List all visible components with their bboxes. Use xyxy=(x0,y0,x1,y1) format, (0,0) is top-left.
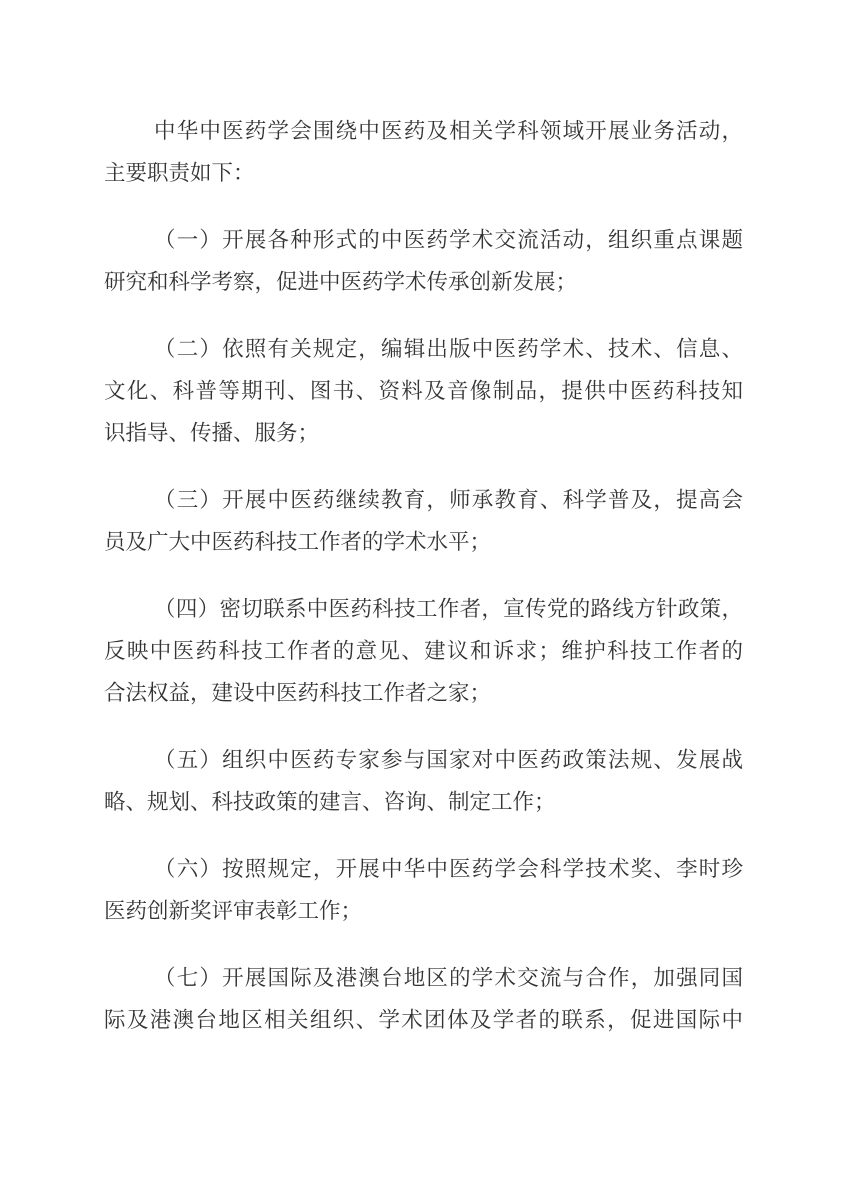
text-line: 主要职责如下： xyxy=(104,161,255,185)
paragraph xyxy=(104,110,743,194)
text-line: 研究和科学考察，促进中医药学术传承创新发展； xyxy=(104,270,578,294)
text-line: 识指导、传播、服务； xyxy=(104,421,320,445)
paragraph xyxy=(104,219,743,303)
paragraph xyxy=(104,479,743,563)
text-line: 医药创新奖评审表彰工作； xyxy=(104,899,363,923)
text-line: （六）按照规定，开展中华中医药学会科学技术奖、李时珍 xyxy=(154,857,743,881)
text-line: 略、规划、科技政策的建言、咨询、制定工作； xyxy=(104,790,556,814)
text-line: 际及港澳台地区相关组织、学术团体及学者的联系，促进国际中 xyxy=(104,1008,743,1032)
text-line: （五）组织中医药专家参与国家对中医药政策法规、发展战 xyxy=(154,748,743,772)
text-line: 反映中医药科技工作者的意见、建议和诉求；维护科技工作者的 xyxy=(104,639,743,663)
text-line: 文化、科普等期刊、图书、资料及音像制品，提供中医药科技知 xyxy=(104,379,743,403)
text-line: （七）开展国际及港澳台地区的学术交流与合作，加强同国 xyxy=(154,966,743,990)
text-line: 合法权益，建设中医药科技工作者之家； xyxy=(104,681,492,705)
document-body-text xyxy=(104,110,743,1041)
paragraph xyxy=(104,328,743,454)
paragraph xyxy=(104,957,743,1041)
paragraph xyxy=(104,848,743,932)
text-line: 中华中医药学会围绕中医药及相关学科领域开展业务活动， xyxy=(154,119,743,143)
paragraph xyxy=(104,588,743,714)
text-line: （一）开展各种形式的中医药学术交流活动，组织重点课题 xyxy=(154,228,743,252)
paragraph xyxy=(104,739,743,823)
text-line: （四）密切联系中医药科技工作者，宣传党的路线方针政策， xyxy=(154,597,743,621)
text-line: （三）开展中医药继续教育，师承教育、科学普及，提高会 xyxy=(154,488,743,512)
text-line: （二）依照有关规定，编辑出版中医药学术、技术、信息、 xyxy=(154,337,743,361)
text-line: 员及广大中医药科技工作者的学术水平； xyxy=(104,530,492,554)
